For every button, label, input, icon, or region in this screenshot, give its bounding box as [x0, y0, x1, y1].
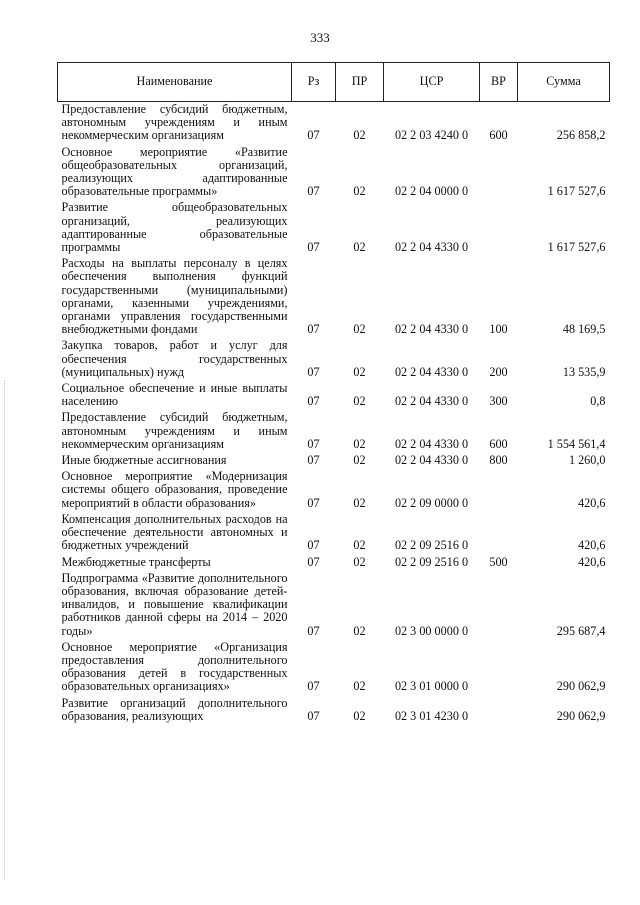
- page-number: 333: [310, 30, 330, 45]
- table-row: [58, 469, 610, 512]
- header-sum: Сумма: [518, 63, 610, 102]
- row-csr: 02 2 04 4330 0: [394, 364, 469, 379]
- header-rz: Рз: [292, 63, 336, 102]
- table-row: [58, 102, 610, 145]
- row-name: Предоставление субсидий бюджетным, автономным учреждениям и иным некоммерческим организациям: [61, 410, 288, 451]
- table-row: [58, 571, 610, 640]
- row-csr: 02 2 04 4330 0: [394, 240, 469, 255]
- row-pr: 02: [353, 708, 366, 723]
- row-vr: [480, 512, 518, 555]
- row-rz: 07: [307, 436, 320, 451]
- row-vr: 800: [489, 453, 508, 468]
- row-pr: 02: [353, 436, 366, 451]
- row-name: Основное мероприятие «Развитие общеобразовательных организаций, реализующих адаптированные образовательные программы»: [61, 144, 288, 199]
- row-rz: 07: [307, 679, 320, 694]
- row-pr: 02: [353, 538, 366, 553]
- row-vr: [480, 200, 518, 256]
- row-sum: 1 554 561,4: [547, 436, 606, 451]
- row-name: Развитие организаций дополнительного образования, реализующих: [61, 695, 288, 723]
- row-csr: 02 2 09 0000 0: [394, 495, 469, 510]
- row-rz: 07: [307, 322, 320, 337]
- table-row: [58, 381, 610, 410]
- row-pr: 02: [353, 364, 366, 379]
- header-vr: ВР: [480, 63, 518, 102]
- table-row: [58, 512, 610, 555]
- row-pr: 02: [353, 495, 366, 510]
- row-sum: 1 260,0: [568, 453, 606, 468]
- row-sum: 290 062,9: [556, 679, 606, 694]
- row-vr: 300: [489, 394, 508, 409]
- row-vr: 600: [489, 128, 508, 143]
- row-rz: 07: [307, 538, 320, 553]
- row-pr: 02: [353, 240, 366, 255]
- row-csr: 02 2 09 2516 0: [394, 538, 469, 553]
- table-row: [58, 453, 610, 469]
- row-sum: 420,6: [578, 554, 606, 569]
- row-sum: 420,6: [578, 495, 606, 510]
- row-name: Иные бюджетные ассигнования: [61, 453, 227, 468]
- table-row: [58, 256, 610, 338]
- row-name: Социальное обеспечение и иные выплаты населению: [61, 381, 288, 409]
- row-pr: 02: [353, 128, 366, 143]
- row-sum: 0,8: [590, 394, 606, 409]
- table-row: [58, 410, 610, 453]
- row-rz: 07: [307, 708, 320, 723]
- row-csr: 02 2 04 4330 0: [394, 436, 469, 451]
- row-pr: 02: [353, 623, 366, 638]
- row-sum: 290 062,9: [556, 708, 606, 723]
- row-csr: 02 2 04 4330 0: [394, 453, 469, 468]
- row-vr: [480, 145, 518, 201]
- row-name: Закупка товаров, работ и услуг для обеспечения государственных (муниципальных) нужд: [61, 338, 288, 379]
- budget-table: [57, 62, 610, 725]
- row-vr: [480, 640, 518, 696]
- table-row: [58, 640, 610, 696]
- row-rz: 07: [307, 495, 320, 510]
- table-body: [58, 102, 610, 725]
- row-name: Основное мероприятие «Модернизация системы общего образования, проведение мероприятий в области образования»: [61, 469, 288, 510]
- row-vr: 500: [489, 554, 508, 569]
- margin-dots: [4, 380, 7, 880]
- row-pr: 02: [353, 554, 366, 569]
- table-row: [58, 696, 610, 725]
- row-rz: 07: [307, 364, 320, 379]
- row-sum: 13 535,9: [562, 364, 606, 379]
- row-rz: 07: [307, 240, 320, 255]
- row-vr: [480, 469, 518, 512]
- row-csr: 02 3 01 0000 0: [394, 679, 469, 694]
- row-name: Межбюджетные трансферты: [61, 554, 211, 569]
- row-csr: 02 2 09 2516 0: [394, 554, 469, 569]
- row-rz: 07: [307, 623, 320, 638]
- row-csr: 02 3 00 0000 0: [394, 623, 469, 638]
- row-rz: 07: [307, 554, 320, 569]
- row-name: Компенсация дополнительных расходов на обеспечение деятельности автономных и бюджетных учреждений: [61, 511, 288, 553]
- table-row: [58, 555, 610, 571]
- table-row: [58, 200, 610, 256]
- row-name: Подпрограмма «Развитие дополнительного образования, включая образование детей-инвалидов, и повышение квалификации работников данной сферы на 2014 – 2020 годы»: [61, 570, 288, 638]
- row-sum: 48 169,5: [562, 322, 606, 337]
- row-name: Расходы на выплаты персоналу в целях обеспечения выполнения функций государственными (муниципальными) органами, казенными учреждениями, органами управления государственными внебюджетными фондами: [61, 256, 288, 337]
- header-name: Наименование: [58, 63, 292, 102]
- row-csr: 02 2 03 4240 0: [394, 128, 469, 143]
- row-rz: 07: [307, 453, 320, 468]
- row-vr: [480, 571, 518, 640]
- row-vr: 100: [489, 322, 508, 337]
- row-csr: 02 2 04 4330 0: [394, 322, 469, 337]
- row-sum: 256 858,2: [556, 128, 606, 143]
- row-name: Развитие общеобразовательных организаций, реализующих адаптированные образовательные программы: [61, 200, 288, 255]
- row-rz: 07: [307, 128, 320, 143]
- table-row: [58, 145, 610, 201]
- row-name: Предоставление субсидий бюджетным, автономным учреждениям и иным некоммерческим организациям: [61, 102, 288, 143]
- row-rz: 07: [307, 184, 320, 199]
- row-pr: 02: [353, 322, 366, 337]
- header-pr: ПР: [336, 63, 384, 102]
- row-rz: 07: [307, 394, 320, 409]
- row-pr: 02: [353, 394, 366, 409]
- row-sum: 1 617 527,6: [547, 184, 606, 199]
- row-name: Основное мероприятие «Организация предоставления дополнительного образования детей в государственных образовательных организациях»: [61, 639, 288, 694]
- row-sum: 420,6: [578, 538, 606, 553]
- table-header: [58, 63, 610, 102]
- row-csr: 02 3 01 4230 0: [394, 708, 469, 723]
- row-pr: 02: [353, 679, 366, 694]
- row-vr: 600: [489, 436, 508, 451]
- row-csr: 02 2 04 0000 0: [394, 184, 469, 199]
- row-vr: 200: [489, 364, 508, 379]
- row-sum: 1 617 527,6: [547, 240, 606, 255]
- row-pr: 02: [353, 184, 366, 199]
- row-vr: [480, 696, 518, 725]
- row-pr: 02: [353, 453, 366, 468]
- row-sum: 295 687,4: [556, 623, 606, 638]
- header-csr: ЦСР: [384, 63, 480, 102]
- table-row: [58, 338, 610, 381]
- row-csr: 02 2 04 4330 0: [394, 394, 469, 409]
